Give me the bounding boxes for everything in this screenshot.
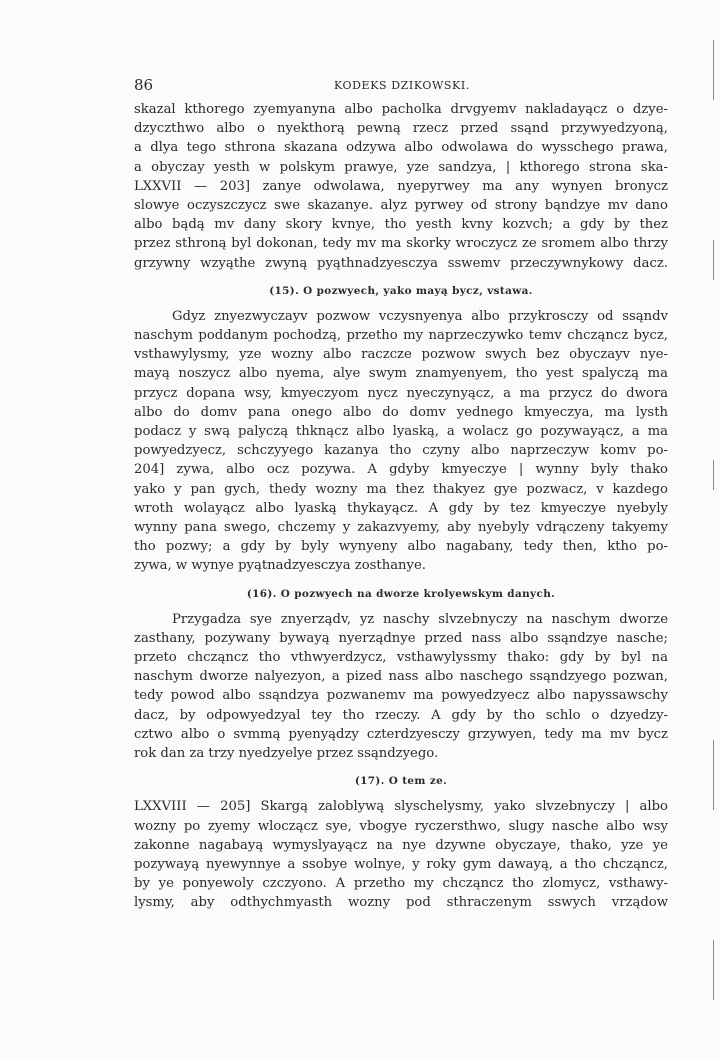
text-line: naschym poddanym pochodzą, przetho my naprzeczywko temv chcząncz bycz, xyxy=(134,328,668,344)
text-line: by ye ponyewoly czczyono. A przetho my chcząncz tho zlomycz, vsthawy- xyxy=(134,876,668,892)
text-line: powyedzyecz, schczyyego kazanya tho czyny albo naprzeczyw komv po- xyxy=(134,443,668,459)
text-line: tedy powod albo ssąndzya pozwanemv ma powyedzyecz albo napyssawschy xyxy=(134,688,668,704)
running-title: KODEKS DZIKOWSKI. xyxy=(334,79,470,92)
text-line: przez sthroną byl dokonan, tedy mv ma skorky wroczycz ze sromem albo thrzy xyxy=(134,236,668,252)
text-line: przycz dopana wsy, kmyeczyom nycz nyeczynyącz, a ma przycz do dwora xyxy=(134,385,668,401)
paragraph-4 xyxy=(134,797,668,912)
section-heading-16: (16). O pozwyech na dworze krolyewskym danych. xyxy=(246,587,556,600)
paragraph-2 xyxy=(134,307,668,576)
text-line: podacz y swą palyczą thknącz albo lyaską, a wolacz go pozywayącz, a ma xyxy=(134,424,668,440)
paragraph-1 xyxy=(134,100,668,273)
text-line: naschym dworze nalyezyon, a pized nass albo naschego ssąndzyego pozwan, xyxy=(134,669,668,685)
text-line: lysmy, aby odthychmyasth wozny pod sthraczenym sswych vrządow xyxy=(134,895,668,911)
text-line: slowye oczyszczycz swe skazanye. alyz pyrwey od strony bąndzye mv dano xyxy=(134,198,668,214)
section-heading-15: (15). O pozwyech, yako mayą bycz, vstawa. xyxy=(269,284,533,297)
paragraph-3 xyxy=(134,610,668,764)
page-edge-marks xyxy=(713,40,716,1020)
text-line: zywa, w wynye pyątnadzyesczya zosthanye. xyxy=(134,558,426,574)
page-header xyxy=(134,76,668,100)
text-line: albo do domv pana onego albo do domv yednego kmyeczya, ma lysth xyxy=(134,404,668,420)
text-line: yako y pan gych, thedy wozny ma thez thakyez gye pozwacz, v kazdego xyxy=(134,481,668,497)
text-line: przeto chcząncz tho vthwyerdzycz, vsthawylyssmy thako: gdy by byl na xyxy=(134,650,668,666)
text-line: zakonne nagabayą wymyslyayącz na nye dzywne obyczaye, thako, yze ye xyxy=(134,837,668,853)
text-line: LXXVII — 203] zanye odwolawa, nyepyrwey ma any wynyen bronycz xyxy=(134,178,668,194)
text-line: wynny pana swego, chczemy y zakazvyemy, aby nyebyly vdrączeny takyemy xyxy=(134,520,668,536)
text-line: a dlya tego sthrona skazana odzywa albo odwolawa do wysschego prawa, xyxy=(134,140,668,156)
text-line: a obyczay yesth w polskym prawye, yze sandzya, | kthorego strona ska- xyxy=(134,159,668,175)
document-page xyxy=(134,76,668,913)
text-line: dzyczthwo albo o nyekthorą pewną rzecz przed ssąnd przywyedzyoną, xyxy=(134,121,668,137)
section-heading-17: (17). O tem ze. xyxy=(354,775,448,788)
text-line: Przygadza sye znyerządv, yz naschy slvzebnyczy na naschym dworze xyxy=(172,611,668,627)
text-line: wozny po zyemy wloczącz sye, vbogye ryczersthwo, slugy nasche albo wsy xyxy=(134,818,668,834)
text-line: LXXVIII — 205] Skargą zaloblywą slyschelysmy, yako slvzebnyczy | albo xyxy=(134,799,668,815)
text-line: albo bądą mv dany skory kvnye, tho yesth kvny kozvch; a gdy by thez xyxy=(134,217,668,233)
text-line: rok dan za trzy nyedzyelye przez ssąndzyego. xyxy=(134,746,439,762)
text-line: zasthany, pozywany bywayą nyerządnye przed nass albo ssąndzye nasche; xyxy=(134,630,668,646)
text-line: pozywayą nyewynnye a ssobye wolnye, y roky gym dawayą, a tho chcząncz, xyxy=(134,856,668,872)
page-number: 86 xyxy=(134,76,154,94)
text-line: Gdyz znyezwyczayv pozwow vczysnyenya albo przykrosczy od ssąndv xyxy=(172,308,668,324)
text-line: cztwo albo o svmmą pyenyądzy czterdzyesczy grzywyen, tedy ma mv bycz xyxy=(134,726,668,742)
text-line: wroth wolayącz albo lyaską thykayącz. A gdy by tez kmyeczye nyebyly xyxy=(134,500,668,516)
text-line: 204] zywa, albo ocz pozywa. A gdyby kmyeczye | wynny byly thako xyxy=(134,462,668,478)
text-line: grzywny wzyąthe zwyną pyąthnadzyesczya sswemv przeczywnykowy dacz. xyxy=(134,255,668,271)
text-line: tho pozwy; a gdy by byly wynyeny albo nagabany, tedy then, ktho po- xyxy=(134,539,668,555)
text-line: mayą noszycz albo nyema, alye swym znamyenyem, tho yest spalyczą ma xyxy=(134,366,668,382)
text-line: dacz, by odpowyedzyal tey tho rzeczy. A gdy by tho schlo o dzyedzy- xyxy=(134,707,668,723)
text-line: skazal kthorego zyemyanyna albo pacholka drvgyemv nakladayącz o dzye- xyxy=(134,102,668,117)
text-line: vsthawylysmy, yze wozny albo raczcze pozwow swych bez obyczayv nye- xyxy=(134,347,668,363)
